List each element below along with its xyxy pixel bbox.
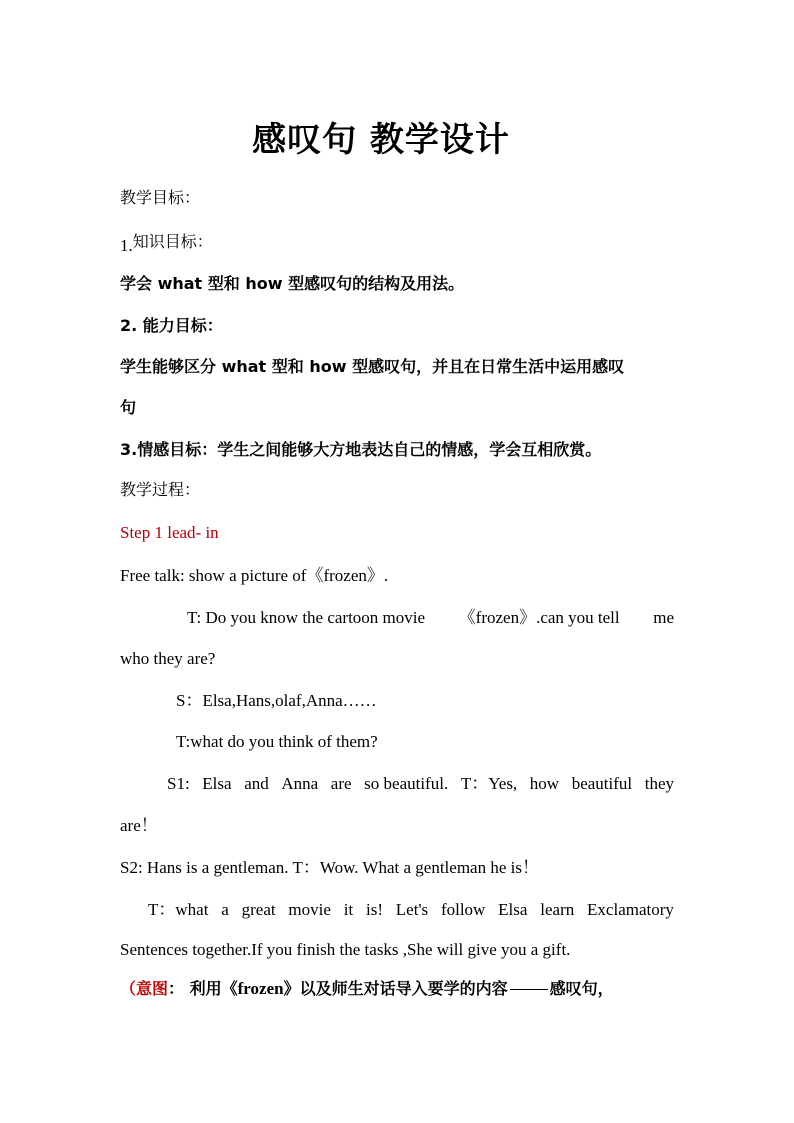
ability-objective-heading: 2. 能力目标： <box>120 316 223 335</box>
s1-word: are <box>330 774 352 793</box>
teacher-question-part2: 《frozen》.can you tell <box>458 608 620 627</box>
knowledge-objective-label: 知识目标： <box>132 232 213 251</box>
intent-frozen: frozen <box>237 979 284 998</box>
teacher-final-word: learn <box>540 900 575 919</box>
teacher-final-line2: Sentences together.If you finish the tasks ,She will give you a gift. <box>120 940 571 959</box>
s2-dialogue-line: S2: Hans is a gentleman. T：Wow. What a gentleman he is！ <box>120 858 539 877</box>
teacher-final-word: it <box>343 900 354 919</box>
teacher-final-word: great <box>241 900 276 919</box>
emotion-objective-text: 3.情感目标：学生之间能够大方地表达自己的情感，学会互相欣赏。 <box>120 440 602 459</box>
teacher-question-line1 <box>187 607 674 629</box>
s1-word: they <box>644 774 674 793</box>
s1-word: and <box>244 774 269 793</box>
teacher-question-line2: who they are? <box>120 649 216 668</box>
s1-word: so beautiful. <box>364 774 449 793</box>
teacher-final-word: Exclamatory <box>587 900 674 919</box>
s1-word: Elsa <box>202 774 232 793</box>
intent-text-b: 》以及师生对话导入要学的内容 <box>283 979 508 998</box>
ability-objective-text-line1: 学生能够区分 what 型和 how 型感叹句，并且在日常生活中运用感叹 <box>120 357 625 376</box>
free-talk-line: Free talk: show a picture of《frozen》. <box>120 566 389 585</box>
intent-note <box>120 978 614 1000</box>
ability-objective-text-line2: 句 <box>120 398 137 417</box>
intent-text-a: 利用《 <box>189 979 238 998</box>
objectives-heading: 教学目标： <box>120 188 201 207</box>
teacher-final-word: a <box>221 900 229 919</box>
s1-dialogue-line1 <box>167 773 674 795</box>
student-answer-line: S：Elsa,Hans,olaf,Anna…… <box>176 691 377 710</box>
s1-dialogue-line2: are！ <box>120 816 158 835</box>
knowledge-objective-text: 学会 what 型和 how 型感叹句的结构及用法。 <box>120 274 465 293</box>
teacher-final-word: is! <box>365 900 383 919</box>
intent-colon: ： <box>168 979 185 998</box>
s1-word: Anna <box>281 774 319 793</box>
page-title: 感叹句 教学设计 <box>252 120 510 160</box>
s1-word: T：Yes, <box>460 774 518 793</box>
teacher-final-word: movie <box>288 900 331 919</box>
teacher-final-word: Let's <box>395 900 429 919</box>
intent-blank-line <box>510 988 548 990</box>
process-heading: 教学过程： <box>120 480 201 499</box>
intent-text-c: 感叹句， <box>549 979 614 998</box>
intent-open-paren: （ <box>120 979 137 998</box>
s1-word: S1: <box>167 774 190 793</box>
teacher-final-word: T：what <box>148 900 209 919</box>
teacher-final-word: Elsa <box>498 900 528 919</box>
s1-word: how <box>529 774 560 793</box>
knowledge-objective-number: 1. <box>120 236 133 255</box>
teacher-followup-question: T:what do you think of them? <box>176 732 378 751</box>
step1-heading: Step 1 lead- in <box>120 523 219 542</box>
teacher-question-part1: T: Do you know the cartoon movie <box>187 608 426 627</box>
intent-label: 意图 <box>136 979 169 998</box>
teacher-final-line1 <box>148 899 674 921</box>
knowledge-objective-heading <box>120 231 213 257</box>
teacher-final-word: follow <box>440 900 486 919</box>
teacher-question-part3: me <box>653 608 674 627</box>
s1-word: beautiful <box>571 774 633 793</box>
